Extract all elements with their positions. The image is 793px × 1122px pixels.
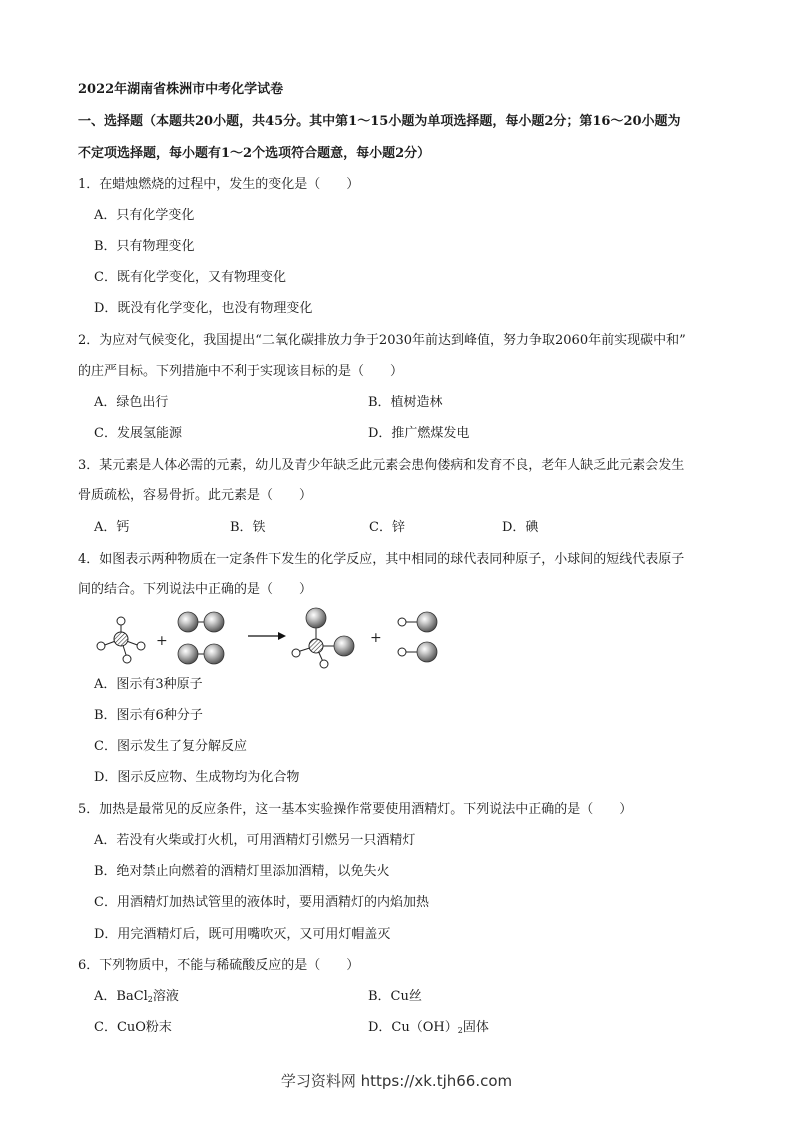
q4-stem-line-2: 间的结合。下列说法中正确的是（ ）: [78, 582, 313, 597]
q4-option-c: C．图示发生了复分解反应: [94, 739, 247, 754]
q4-option-d: D．图示反应物、生成物均为化合物: [94, 770, 300, 785]
product-molecule-icon: [292, 608, 354, 668]
q2-stem-line-1: 2．为应对气候变化，我国提出“二氧化碳排放力争于2030年前达到峰值，努力争取2060年前实现碳中和”: [78, 333, 686, 348]
reaction-arrow-icon: [248, 632, 286, 640]
q4-stem-line-1: 4．如图表示两种物质在一定条件下发生的化学反应，其中相同的球代表同种原子，小球间的短线代表原子: [78, 552, 685, 567]
q3-stem-line-2: 骨质疏松，容易骨折。此元素是（ ）: [78, 488, 313, 503]
q3-option-b: B．铁: [230, 520, 266, 535]
q3-option-d: D．碘: [502, 520, 539, 535]
q5-option-c: C．用酒精灯加热试管里的液体时，要用酒精灯的内焰加热: [94, 895, 429, 910]
q6-stem: 6．下列物质中，不能与稀硫酸反应的是（ ）: [78, 958, 360, 973]
q2-option-b: B．植树造林: [368, 395, 443, 410]
q1-option-c: C．既有化学变化，又有物理变化: [94, 270, 286, 285]
q5-option-a: A．若没有火柴或打火机，可用酒精灯引燃另一只酒精灯: [94, 833, 416, 848]
q4-option-b: B．图示有6种分子: [94, 708, 203, 723]
exam-title: 2022年湖南省株洲市中考化学试卷: [78, 82, 284, 97]
q4-option-a: A．图示有3种原子: [94, 677, 203, 692]
q3-option-c: C．锌: [369, 520, 405, 535]
q3-option-a: A．钙: [94, 520, 130, 535]
q1-option-b: B．只有物理变化: [94, 239, 195, 254]
q3-stem-line-1: 3．某元素是人体必需的元素，幼儿及青少年缺乏此元素会患佝偻病和发育不良，老年人缺乏此元素会发生: [78, 458, 685, 473]
q6-option-a: A．BaCl$_2$溶液: [94, 989, 179, 1004]
q6-option-c: C．CuO粉末: [94, 1020, 172, 1035]
methane-molecule-icon: [97, 617, 145, 663]
diatomic-molecule-icon: [178, 612, 224, 664]
q6-option-b: B．Cu丝: [368, 989, 422, 1004]
q2-option-a: A．绿色出行: [94, 395, 169, 410]
q1-option-d: D．既没有化学变化，也没有物理变化: [94, 301, 313, 316]
plus-sign-2: +: [370, 630, 382, 646]
q2-stem-line-2: 的庄严目标。下列措施中不利于实现该目标的是（ ）: [78, 364, 404, 379]
q2-option-d: D．推广燃煤发电: [368, 426, 470, 441]
q5-option-b: B．绝对禁止向燃着的酒精灯里添加酒精，以免失火: [94, 864, 390, 879]
reaction-diagram: [90, 604, 450, 670]
footer-watermark: 学习资料网 https://xk.tjh66.com: [280, 1072, 513, 1090]
q1-stem: 1．在蜡烛燃烧的过程中，发生的变化是（ ）: [78, 177, 360, 192]
q6-option-d: D．$Cu(OH)_2$固体: [368, 1020, 489, 1035]
q5-stem: 5．加热是最常见的反应条件，这一基本实验操作常要使用酒精灯。下列说法中正确的是（ ）: [78, 802, 633, 817]
section-heading-line-2: 不定项选择题，每小题有1～2个选项符合题意，每小题2分）: [78, 146, 431, 161]
q1-option-a: A．只有化学变化: [94, 208, 195, 223]
plus-sign-1: +: [156, 633, 168, 649]
q2-option-c: C．发展氢能源: [94, 426, 182, 441]
q5-option-d: D．用完酒精灯后，既可用嘴吹灭，又可用灯帽盖灭: [94, 927, 391, 942]
section-heading-line-1: 一、选择题（本题共20小题，共45分。其中第1～15小题为单项选择题，每小题2分；第16～20小题为: [78, 114, 681, 129]
hydrogen-halide-molecule-icon: [398, 612, 437, 662]
